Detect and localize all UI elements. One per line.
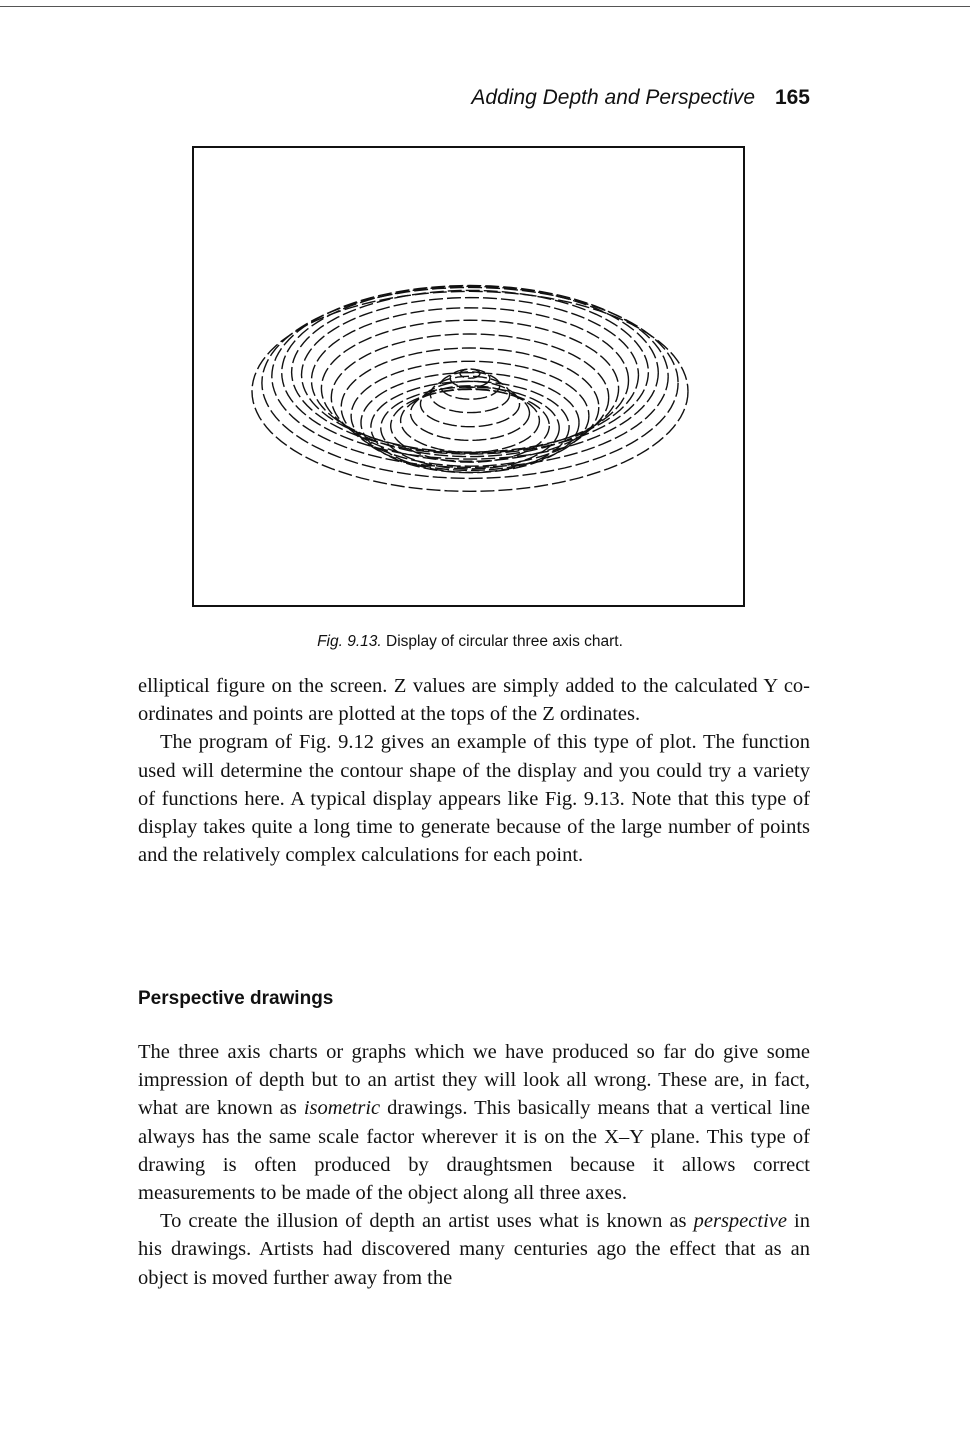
page-number: 165 — [774, 86, 810, 109]
contour-ring — [391, 389, 550, 462]
term-perspective: perspective — [693, 1210, 787, 1233]
figure-caption — [0, 631, 940, 653]
contour-ring — [312, 308, 629, 453]
paragraph-program: The program of Fig. 9.12 gives an example of this type of plot. The function used will determine the contour shape of the display and you could try a variety of functions here. A typical display appears like Fig. 9.13. Note that this type of display takes quite a long time to generate because of the large number of points and the relatively complex calculations for each point. — [138, 731, 810, 867]
contour-ring — [381, 387, 559, 469]
paragraph-perspective-start: To create the illusion of depth an artist uses what is known as — [160, 1210, 694, 1233]
paragraph-isometric — [138, 1038, 810, 1207]
body-text-lower — [138, 1038, 810, 1292]
contour-ring — [331, 334, 608, 461]
body-text-upper — [138, 672, 810, 869]
figure-caption-text: Display of circular three axis chart. — [386, 633, 623, 650]
term-isometric: isometric — [303, 1097, 381, 1120]
paragraph-isometric-start: The three axis charts or graphs which we have produced so far do give some impression of depth but to an artist they will look all wrong. These are, in fact, what are known as — [138, 1041, 810, 1120]
paragraph-continuation: elliptical figure on the screen. Z values are simply added to the calculated Y co-ordinates and points are plotted at the tops of the Z ordinates. — [138, 675, 810, 726]
figure-caption-label: Fig. 9.13. — [317, 633, 382, 650]
contour-ring — [460, 369, 480, 378]
contour-ring — [272, 286, 668, 468]
running-head — [471, 84, 810, 112]
figure-9-13 — [192, 146, 745, 607]
contour-ring — [262, 287, 678, 478]
section-heading: Perspective drawings — [138, 988, 334, 1009]
circular-three-axis-chart — [194, 148, 743, 605]
paragraph-perspective — [138, 1207, 810, 1292]
page-top-rule — [0, 6, 970, 7]
paragraph-perspective-end: in his drawings. Artists had discovered many centuries ago the effect that as an object is moved further away from the — [138, 1210, 811, 1289]
running-title: Adding Depth and Perspective — [471, 86, 756, 109]
paragraph-isometric-end: drawings. This basically means that a vertical line always has the same scale factor wherever it is on the X–Y plane. This type of drawing is often produced by draughtsmen because it allows correct measurements to be made of the object along all three axes. — [138, 1097, 810, 1205]
